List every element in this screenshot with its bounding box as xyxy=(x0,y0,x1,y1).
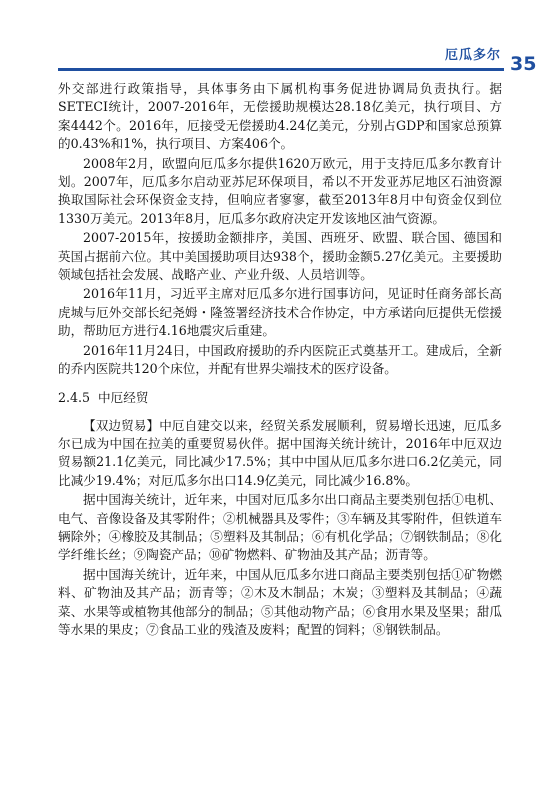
header-title: 厄瓜多尔 xyxy=(444,48,501,63)
section-number: 2.4.5 xyxy=(58,389,91,405)
paragraph-7: 据中国海关统计，近年来，中国对厄瓜多尔出口商品主要类别包括①电机、电气、音像设备及其零附件；②机械器具及零件；③车辆及其零附件，但铁道车辆除外；④橡胶及其制品；⑤塑料及其制品；⑥有机化学品；⑦钢铁制品；⑧化学纤维长丝；⑨陶瓷产品；⑩矿物燃料、矿物油及其产品；沥青等。 xyxy=(58,492,502,563)
paragraph-4: 2016年11月，习近平主席对厄瓜多尔进行国事访问，见证时任商务部长高虎城与厄外交部长纪尧姆・隆签署经济技术合作协定，中方承诺向厄提供无偿援助，帮助厄方进行4.16地震灾后重建。 xyxy=(58,286,502,339)
paragraph-6: 【双边贸易】中厄自建交以来，经贸关系发展顺利，贸易增长迅速，厄瓜多尔已成为中国在拉美的重要贸易伙伴。据中国海关统计统计，2016年中厄双边贸易额21.1亿美元，同比减少17.5%；其中中国从厄瓜多尔进口6.2亿美元，同比减少19.4%；对厄瓜多尔出口14.9亿美元，同比减少16.8%。 xyxy=(58,417,502,488)
header-rule xyxy=(58,68,504,71)
page-number: 35 xyxy=(510,53,537,75)
paragraph-3: 2007-2015年，按援助金额排序，美国、西班牙、欧盟、联合国、德国和英国占据前六位。其中美国援助项目达938个，援助金额5.27亿美元。主要援助领域包括社会发展、战略产业、产业升级、人员培训等。 xyxy=(58,230,502,283)
section-heading xyxy=(58,389,502,407)
paragraph-2: 2008年2月，欧盟向厄瓜多尔提供1620万欧元，用于支持厄瓜多尔教育计划。2007年，厄瓜多尔启动亚苏尼环保项目，希以不开发亚苏尼地区石油资源换取国际社会环保资金支持，但响应者寥寥，截至2013年8月中旬资金仅到位1330万美元。2013年8月，厄瓜多尔政府决定开发该地区油气资源。 xyxy=(58,155,502,226)
paragraph-8: 据中国海关统计，近年来，中国从厄瓜多尔进口商品主要类别包括①矿物燃料、矿物油及其产品；沥青等；②木及木制品；木炭；③塑料及其制品；④蔬菜、水果等或植物其他部分的制品；⑤其他动物产品；⑥食用水果及坚果；甜瓜等水果的果皮；⑦食品工业的残渣及废料；配置的饲料；⑧钢铁制品。 xyxy=(58,566,502,637)
main-content xyxy=(58,80,502,639)
paragraph-5: 2016年11月24日，中国政府援助的乔内医院正式奠基开工。建成后，全新的乔内医院共120个床位，并配有世界尖端技术的医疗设备。 xyxy=(58,342,502,377)
paragraph-1: 外交部进行政策指导，具体事务由下属机构事务促进协调局负责执行。据SETECI统计，2007-2016年，无偿援助规模达28.18亿美元，执行项目、方案4442个。2016年，厄接受无偿援助4.24亿美元，分别占GDP和国家总预算的0.43%和1%，执行项目、方案406个。 xyxy=(58,81,502,152)
section-title: 中厄经贸 xyxy=(98,389,149,405)
